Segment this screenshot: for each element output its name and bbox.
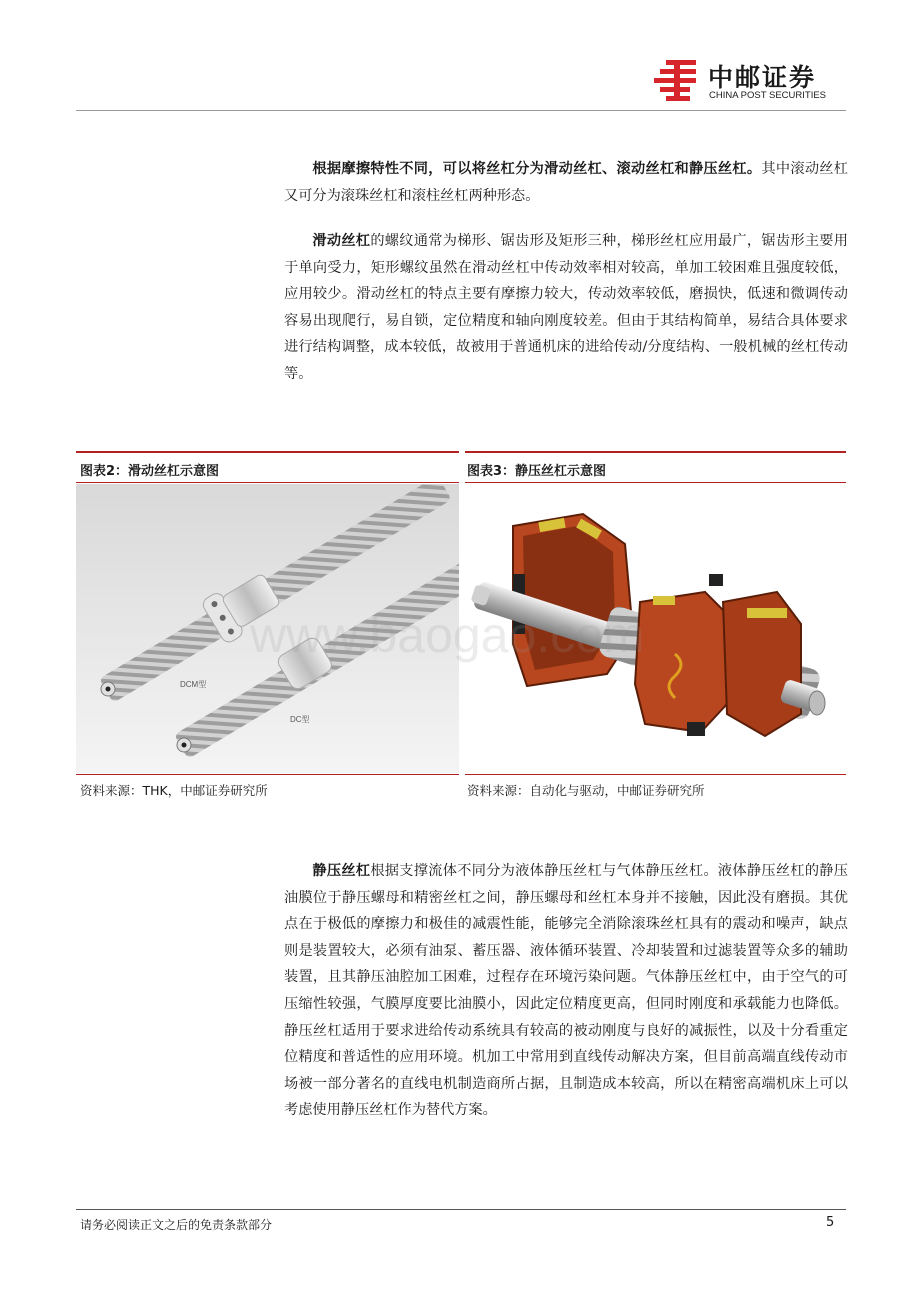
figure-caption-rule <box>76 482 459 483</box>
paragraph-bold-lead: 根据摩擦特性不同，可以将丝杠分为滑动丝杠、滚动丝杠和静压丝杠。 <box>312 161 762 177</box>
paragraph-bold-lead: 静压丝杠 <box>312 863 371 879</box>
header-divider <box>76 110 846 111</box>
dcm-label: DCM型 <box>180 680 207 689</box>
figure-3-caption: 图表3：静压丝杠示意图 <box>467 464 607 479</box>
china-post-logo-icon <box>652 58 700 104</box>
figure-bottom-rule <box>465 774 846 775</box>
figure-caption-rule <box>465 482 846 483</box>
logo-chinese-name: 中邮证券 <box>708 63 817 92</box>
dc-label: DC型 <box>290 715 310 724</box>
figure-bottom-rule <box>76 774 459 775</box>
footer-disclaimer: 请务必阅读正文之后的免责条款部分 <box>80 1218 273 1232</box>
figure-top-rule <box>465 451 846 453</box>
paragraph-text: 的螺纹通常为梯形、锯齿形及矩形三种，梯形丝杠应用最广，锯齿形主要用于单向受力，矩形螺纹虽然在滑动丝杠中传动效率相对较高，单加工较困难且强度较低，应用较少。滑动丝杠的特点主要有摩擦力较大，传动效率较低，磨损快，低速和微调传动容易出现爬行，易自锁，定位精度和轴向刚度较差。但由于其结构简单，易结合具体要求进行结构调整，成本较低，故被用于普通机床的进给传动/分度结构、一般机械的丝杠传动等。 <box>284 233 848 382</box>
page-number: 5 <box>826 1215 835 1230</box>
paragraph-bold-lead: 滑动丝杠 <box>312 233 371 249</box>
paragraph-lead-screw-classification <box>284 156 848 209</box>
paragraph-hydrostatic-screw <box>284 858 848 1124</box>
figure-top-rule <box>76 451 459 453</box>
figure-3-source: 资料来源：自动化与驱动，中邮证券研究所 <box>467 783 705 798</box>
paragraph-text: 其中滚动丝杠又可分为滚珠丝杠和滚柱丝杠两种形态。 <box>284 161 848 204</box>
company-logo <box>652 58 852 104</box>
figure-2-source: 资料来源：THK，中邮证券研究所 <box>80 783 268 798</box>
figure-2-caption: 图表2：滑动丝杠示意图 <box>80 464 220 479</box>
logo-english-name: CHINA POST SECURITIES <box>709 90 827 101</box>
paragraph-text: 根据支撑流体不同分为液体静压丝杠与气体静压丝杠。液体静压丝杠的静压油膜位于静压螺母和精密丝杠之间，静压螺母和丝杠本身并不接触，因此没有磨损。其优点在于极低的摩擦力和极佳的减震性能，能够完全消除滚珠丝杠具有的震动和噪声，缺点则是装置较大，必须有油泵、蓄压器、液体循环装置、冷却装置和过滤装置等众多的辅助装置，且其静压油腔加工困难，过程存在环境污染问题。气体静压丝杠中，由于空气的可压缩性较强，气膜厚度要比油膜小，因此定位精度更高，但同时刚度和承载能力也降低。静压丝杠适用于要求进给传动系统具有较高的被动刚度与良好的减振性，以及十分看重定位精度和普适性的应用环境。机加工中常用到直线传动解决方案，但目前高端直线传动市场被一部分著名的直线电机制造商所占据，且制造成本较高，所以在精密高端机床上可以考虑使用静压丝杠作为替代方案。 <box>284 863 848 1119</box>
paragraph-sliding-screw <box>284 228 848 388</box>
footer-divider <box>76 1209 846 1210</box>
watermark: www.baogao.com <box>250 607 645 663</box>
